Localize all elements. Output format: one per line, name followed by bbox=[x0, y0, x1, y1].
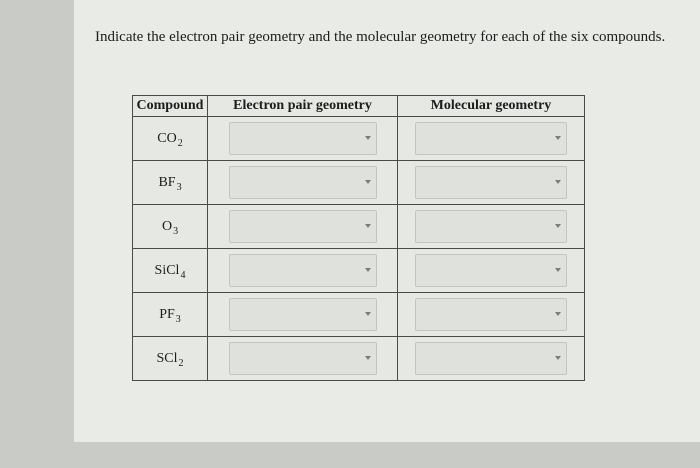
electron-pair-geometry-select[interactable] bbox=[229, 298, 377, 331]
formula-subscript: 3 bbox=[175, 313, 181, 325]
chevron-down-icon bbox=[555, 224, 561, 228]
table-row bbox=[133, 205, 585, 249]
electron-pair-geometry-select[interactable] bbox=[229, 342, 377, 375]
formula-subscript: 4 bbox=[180, 269, 186, 281]
table-row bbox=[133, 249, 585, 293]
molecular-geometry-select[interactable] bbox=[415, 254, 567, 287]
compound-cell bbox=[133, 205, 208, 249]
electron-pair-geometry-cell bbox=[208, 117, 398, 161]
compound-formula: SiCl bbox=[154, 262, 180, 278]
formula-subscript: 2 bbox=[178, 357, 184, 369]
compound-header: Compound bbox=[133, 96, 208, 117]
chevron-down-icon bbox=[365, 312, 371, 316]
chevron-down-icon bbox=[555, 180, 561, 184]
molecular-geometry-select[interactable] bbox=[415, 298, 567, 331]
table-row bbox=[133, 337, 585, 381]
molecular-geometry-header: Molecular geometry bbox=[398, 96, 585, 117]
formula-subscript: 3 bbox=[176, 181, 182, 193]
molecular-geometry-cell bbox=[398, 337, 585, 381]
question-panel bbox=[74, 0, 700, 442]
compound-cell bbox=[133, 293, 208, 337]
chevron-down-icon bbox=[365, 224, 371, 228]
table-header-row bbox=[133, 96, 585, 117]
electron-pair-geometry-cell bbox=[208, 293, 398, 337]
compound-cell bbox=[133, 249, 208, 293]
molecular-geometry-select[interactable] bbox=[415, 342, 567, 375]
question-prompt: Indicate the electron pair geometry and the molecular geometry for each of the six compounds. bbox=[95, 29, 666, 45]
molecular-geometry-select[interactable] bbox=[415, 122, 567, 155]
molecular-geometry-cell bbox=[398, 161, 585, 205]
electron-pair-geometry-select[interactable] bbox=[229, 210, 377, 243]
formula-subscript: 2 bbox=[177, 137, 183, 149]
table-row bbox=[133, 117, 585, 161]
chevron-down-icon bbox=[365, 136, 371, 140]
electron-pair-geometry-select[interactable] bbox=[229, 254, 377, 287]
electron-pair-geometry-header: Electron pair geometry bbox=[208, 96, 398, 117]
compound-formula: CO bbox=[157, 130, 177, 146]
chevron-down-icon bbox=[365, 180, 371, 184]
compound-formula: PF bbox=[159, 306, 175, 322]
electron-pair-geometry-cell bbox=[208, 249, 398, 293]
chevron-down-icon bbox=[365, 268, 371, 272]
electron-pair-geometry-cell bbox=[208, 337, 398, 381]
compound-cell bbox=[133, 337, 208, 381]
chevron-down-icon bbox=[555, 136, 561, 140]
compound-cell bbox=[133, 161, 208, 205]
formula-subscript: 3 bbox=[173, 225, 179, 237]
chevron-down-icon bbox=[365, 356, 371, 360]
table-row bbox=[133, 161, 585, 205]
electron-pair-geometry-cell bbox=[208, 161, 398, 205]
chevron-down-icon bbox=[555, 268, 561, 272]
molecular-geometry-select[interactable] bbox=[415, 210, 567, 243]
electron-pair-geometry-select[interactable] bbox=[229, 122, 377, 155]
table-row bbox=[133, 293, 585, 337]
chevron-down-icon bbox=[555, 356, 561, 360]
electron-pair-geometry-cell bbox=[208, 205, 398, 249]
compound-cell bbox=[133, 117, 208, 161]
geometry-table bbox=[132, 95, 585, 381]
compound-formula: BF bbox=[158, 174, 176, 190]
compound-formula: SCl bbox=[156, 350, 178, 366]
molecular-geometry-cell bbox=[398, 249, 585, 293]
chevron-down-icon bbox=[555, 312, 561, 316]
compound-formula: O bbox=[161, 218, 173, 234]
molecular-geometry-select[interactable] bbox=[415, 166, 567, 199]
molecular-geometry-cell bbox=[398, 117, 585, 161]
electron-pair-geometry-select[interactable] bbox=[229, 166, 377, 199]
molecular-geometry-cell bbox=[398, 205, 585, 249]
molecular-geometry-cell bbox=[398, 293, 585, 337]
